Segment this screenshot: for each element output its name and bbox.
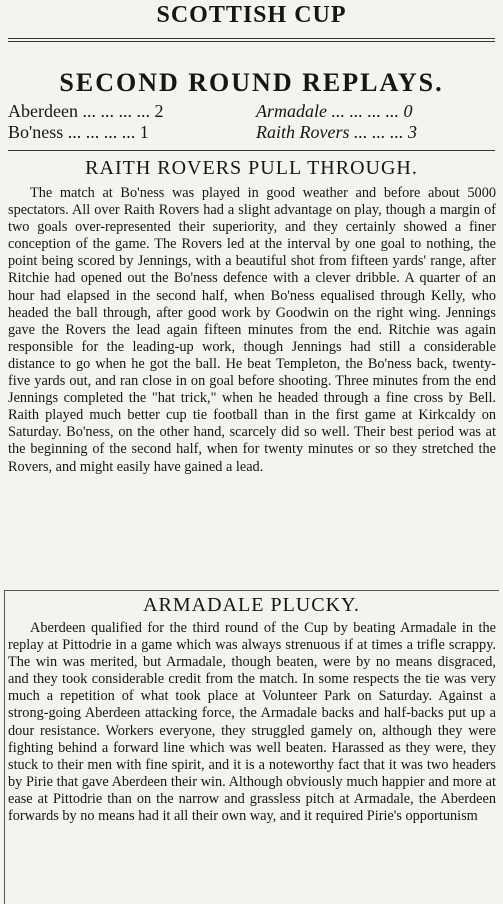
result-home: Bo'ness ... ... ... ... 1 (8, 122, 149, 142)
result-away: Armadale ... ... ... ... 0 (256, 101, 413, 121)
divider (8, 38, 495, 39)
headline: SCOTTISH CUP (156, 2, 347, 28)
result-home: Aberdeen ... ... ... ... 2 (8, 101, 164, 121)
section-title: ARMADALE PLUCKY. (143, 594, 360, 616)
article-paragraph: Aberdeen qualified for the third round of the Cup by beating Armadale in the replay at Pittodrie in a game which was always strenuous if at times a trifle scrappy. The win was merited, but Armadale, though beaten, were by no means disgraced, and they took considerable credit from the match. In some respects the tie was very much a repetition of what took place at Volunteer Park on Saturday. Against a strong-going Aberdeen attacking force, the Armadale backs and half-backs put up a dour resistance. Workers everyone, they struggled gamely on, although they were fighting behind a forward line which was well beaten. Harassed as they were, they stuck to their men with fine spirit, and it is a noteworthy fact that it was two headers by Pirie that gave Aberdeen their win. Although obviously much happier and more at ease at Pittodrie than on the narrow and grassless pitch at Armadale, the Aberdeen forwards by no means had it all their own way, and it required Pirie's opportunism (8, 620, 496, 825)
subheadline: SECOND ROUND REPLAYS. (59, 68, 444, 97)
divider (8, 150, 495, 151)
result-row (8, 101, 495, 123)
divider (8, 41, 495, 42)
result-away: Raith Rovers ... ... ... 3 (256, 122, 417, 142)
result-row (8, 122, 495, 144)
section-title: RAITH ROVERS PULL THROUGH. (85, 157, 418, 179)
article-paragraph: The match at Bo'ness was played in good weather and before about 5000 spectators. All over Raith Rovers had a slight advantage on play, though a margin of two goals over-represented their superiority, and they certainly showed a finer conception of the game. The Rovers led at the interval by one goal to nothing, the point being scored by Jennings, with a beautiful shot from fifteen yards' range, after Ritchie had opened out the Bo'ness defence with a clever dribble. A quarter of an hour had elapsed in the second half, when Bo'ness equalised through Kelly, who headed the ball through, after good work by Goodwin on the right wing. Jennings gave the Rovers the lead again fifteen minutes from the end. Ritchie was again responsible for the leading-up work, though Jennings had still a considerable distance to go when he got the ball. He beat Templeton, the Bo'ness back, twenty-five yards out, and ran close in on goal before shooting. Three minutes from the end Jennings completed the "hat trick," when he headed through a fine cross by Bell. Raith played much better cup tie football than in the first game at Kirkcaldy on Saturday. Bo'ness, on the other hand, scarcely did so well. Their best period was at the beginning of the second half, when for twenty minutes or so they stretched the Rovers, and might easily have gained a lead. (8, 185, 496, 475)
